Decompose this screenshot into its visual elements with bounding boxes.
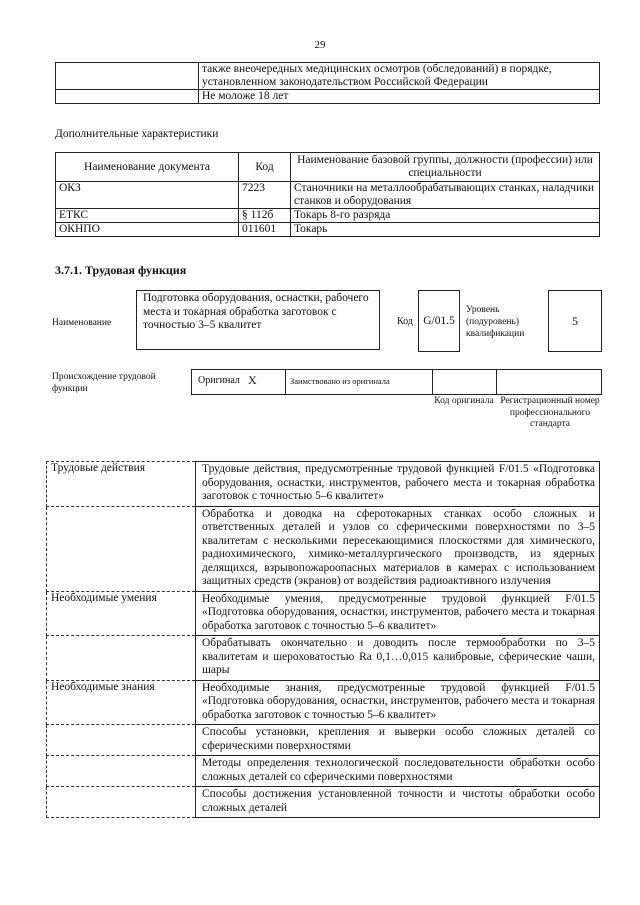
table-cell <box>196 506 600 591</box>
table-cell <box>196 725 600 756</box>
level-label: Уровень (подуровень) квалификации <box>466 305 525 339</box>
action-item: Обработка и доводка на сферотокарных станках особо сложных и ответственных деталей и узлов со сферическими поверхностями по 3–5 квалитетам с несколькими пересекающимися плоскостями для химического, радиохимического, химико-металлургического производств, из ядерных делящихся, взрывопожароопасных материалов в камерах с использованием защитных средств (экранов) от воздействия радиоактивного излучения <box>202 507 595 587</box>
level-box <box>548 290 602 352</box>
original-mark: Х <box>248 373 257 387</box>
table-cell <box>47 787 196 818</box>
header-group-name: Наименование базовой группы, должности (профессии) или специальности <box>291 153 600 182</box>
table-cell: 011601 <box>239 223 291 237</box>
table-cell: Токарь <box>291 223 600 237</box>
table-cell <box>196 636 600 681</box>
function-code-value: G/01.5 <box>423 315 455 327</box>
level-value: 5 <box>572 314 578 328</box>
table-header-row <box>56 153 600 182</box>
function-heading: 3.7.1. Трудовая функция <box>55 263 187 277</box>
action-item: Трудовые действия, предусмотренные трудовой функцией F/01.5 «Подготовка оборудования, оснастки, инструментов, рабочего места и токарная обработка заготовок с точностью 5–6 квалитет» <box>202 463 595 502</box>
table-cell: ЕТКС <box>56 209 239 223</box>
skill-item: Обрабатывать окончательно и доводить после термообработки по 3–5 квалитетам и шероховатостью Ra 0,1…0,015 калибровые, сферические чаши, шары <box>202 637 595 676</box>
continuation-table <box>55 62 600 104</box>
table-row <box>47 756 600 787</box>
page-number: 29 <box>314 39 326 51</box>
code-original-cell <box>433 370 497 394</box>
table-cell: Не моложе 18 лет <box>199 90 600 104</box>
table-cell <box>47 506 196 591</box>
table-cell: также внеочередных медицинских осмотров (обследований) в порядке, установленном законодательством Российской Федерации <box>199 63 600 90</box>
additional-table <box>55 152 600 237</box>
table-cell <box>47 636 196 681</box>
origin-box <box>191 369 602 395</box>
original-label: Оригинал <box>198 375 240 386</box>
table-row <box>56 209 600 223</box>
function-code-box <box>418 290 460 352</box>
table-row <box>47 506 600 591</box>
origin-label: Происхождение трудовой функции <box>52 372 156 394</box>
table-row <box>47 725 600 756</box>
table-cell <box>47 725 196 756</box>
borrowed-label: Заимствовано из оригинала <box>290 376 390 386</box>
original-cell <box>192 370 286 394</box>
skill-item: Необходимые умения, предусмотренные трудовой функцией F/01.5 «Подготовка оборудования, оснастки, инструментов, рабочего места и токарная обработка заготовок с точностью 5–6 квалитет» <box>202 592 595 632</box>
table-row <box>47 680 600 725</box>
table-cell <box>196 591 600 636</box>
table-cell <box>56 63 199 90</box>
borrowed-cell <box>286 370 433 394</box>
table-row <box>56 90 600 104</box>
section-label-actions: Трудовые действия <box>47 462 196 507</box>
table-cell <box>47 756 196 787</box>
code-original-caption: Код оригинала <box>434 396 494 406</box>
table-row <box>47 636 600 681</box>
header-doc-name: Наименование документа <box>56 153 239 182</box>
section-label-knowledge: Необходимые знания <box>47 680 196 725</box>
labor-function-table <box>46 461 600 818</box>
header-code: Код <box>239 153 291 182</box>
table-row <box>47 787 600 818</box>
table-cell <box>196 680 600 725</box>
table-cell: ОКЗ <box>56 182 239 209</box>
table-cell <box>196 787 600 818</box>
table-cell <box>196 462 600 507</box>
knowledge-item: Способы установки, крепления и выверки особо сложных деталей со сферическими поверхностями <box>202 726 595 752</box>
knowledge-item: Методы определения технологической последовательности обработки особо сложных деталей со сферическими поверхностями <box>202 757 595 783</box>
code-label: Код <box>397 316 413 327</box>
section-label-skills: Необходимые умения <box>47 591 196 636</box>
table-cell: Токарь 8-го разряда <box>291 209 600 223</box>
table-cell <box>56 90 199 104</box>
table-cell: ОКНПО <box>56 223 239 237</box>
table-cell: § 112б <box>239 209 291 223</box>
table-row <box>47 591 600 636</box>
function-name-box <box>136 290 380 350</box>
table-row <box>56 63 600 90</box>
table-row <box>56 223 600 237</box>
table-cell: Станочники на металлообрабатывающих станках, наладчики станков и оборудования <box>291 182 600 209</box>
reg-number-caption: Регистрационный номер профессионального стандарта <box>500 396 600 429</box>
knowledge-item: Необходимые знания, предусмотренные трудовой функцией F/01.5 «Подготовка оборудования, оснастки, инструментов, рабочего места и токарная обработка заготовок с точностью 5–6 квалитет» <box>202 681 595 721</box>
table-row <box>56 182 600 209</box>
table-cell: 7223 <box>239 182 291 209</box>
name-label: Наименование <box>52 318 112 328</box>
knowledge-item: Способы достижения установленной точности и чистоты обработки особо сложных деталей <box>202 788 595 814</box>
additional-heading: Дополнительные характеристики <box>55 128 219 140</box>
table-row <box>47 462 600 507</box>
table-cell <box>196 756 600 787</box>
function-name-value: Подготовка оборудования, оснастки, рабочего места и токарная обработка заготовок с точностью 3–5 квалитет <box>143 292 369 331</box>
